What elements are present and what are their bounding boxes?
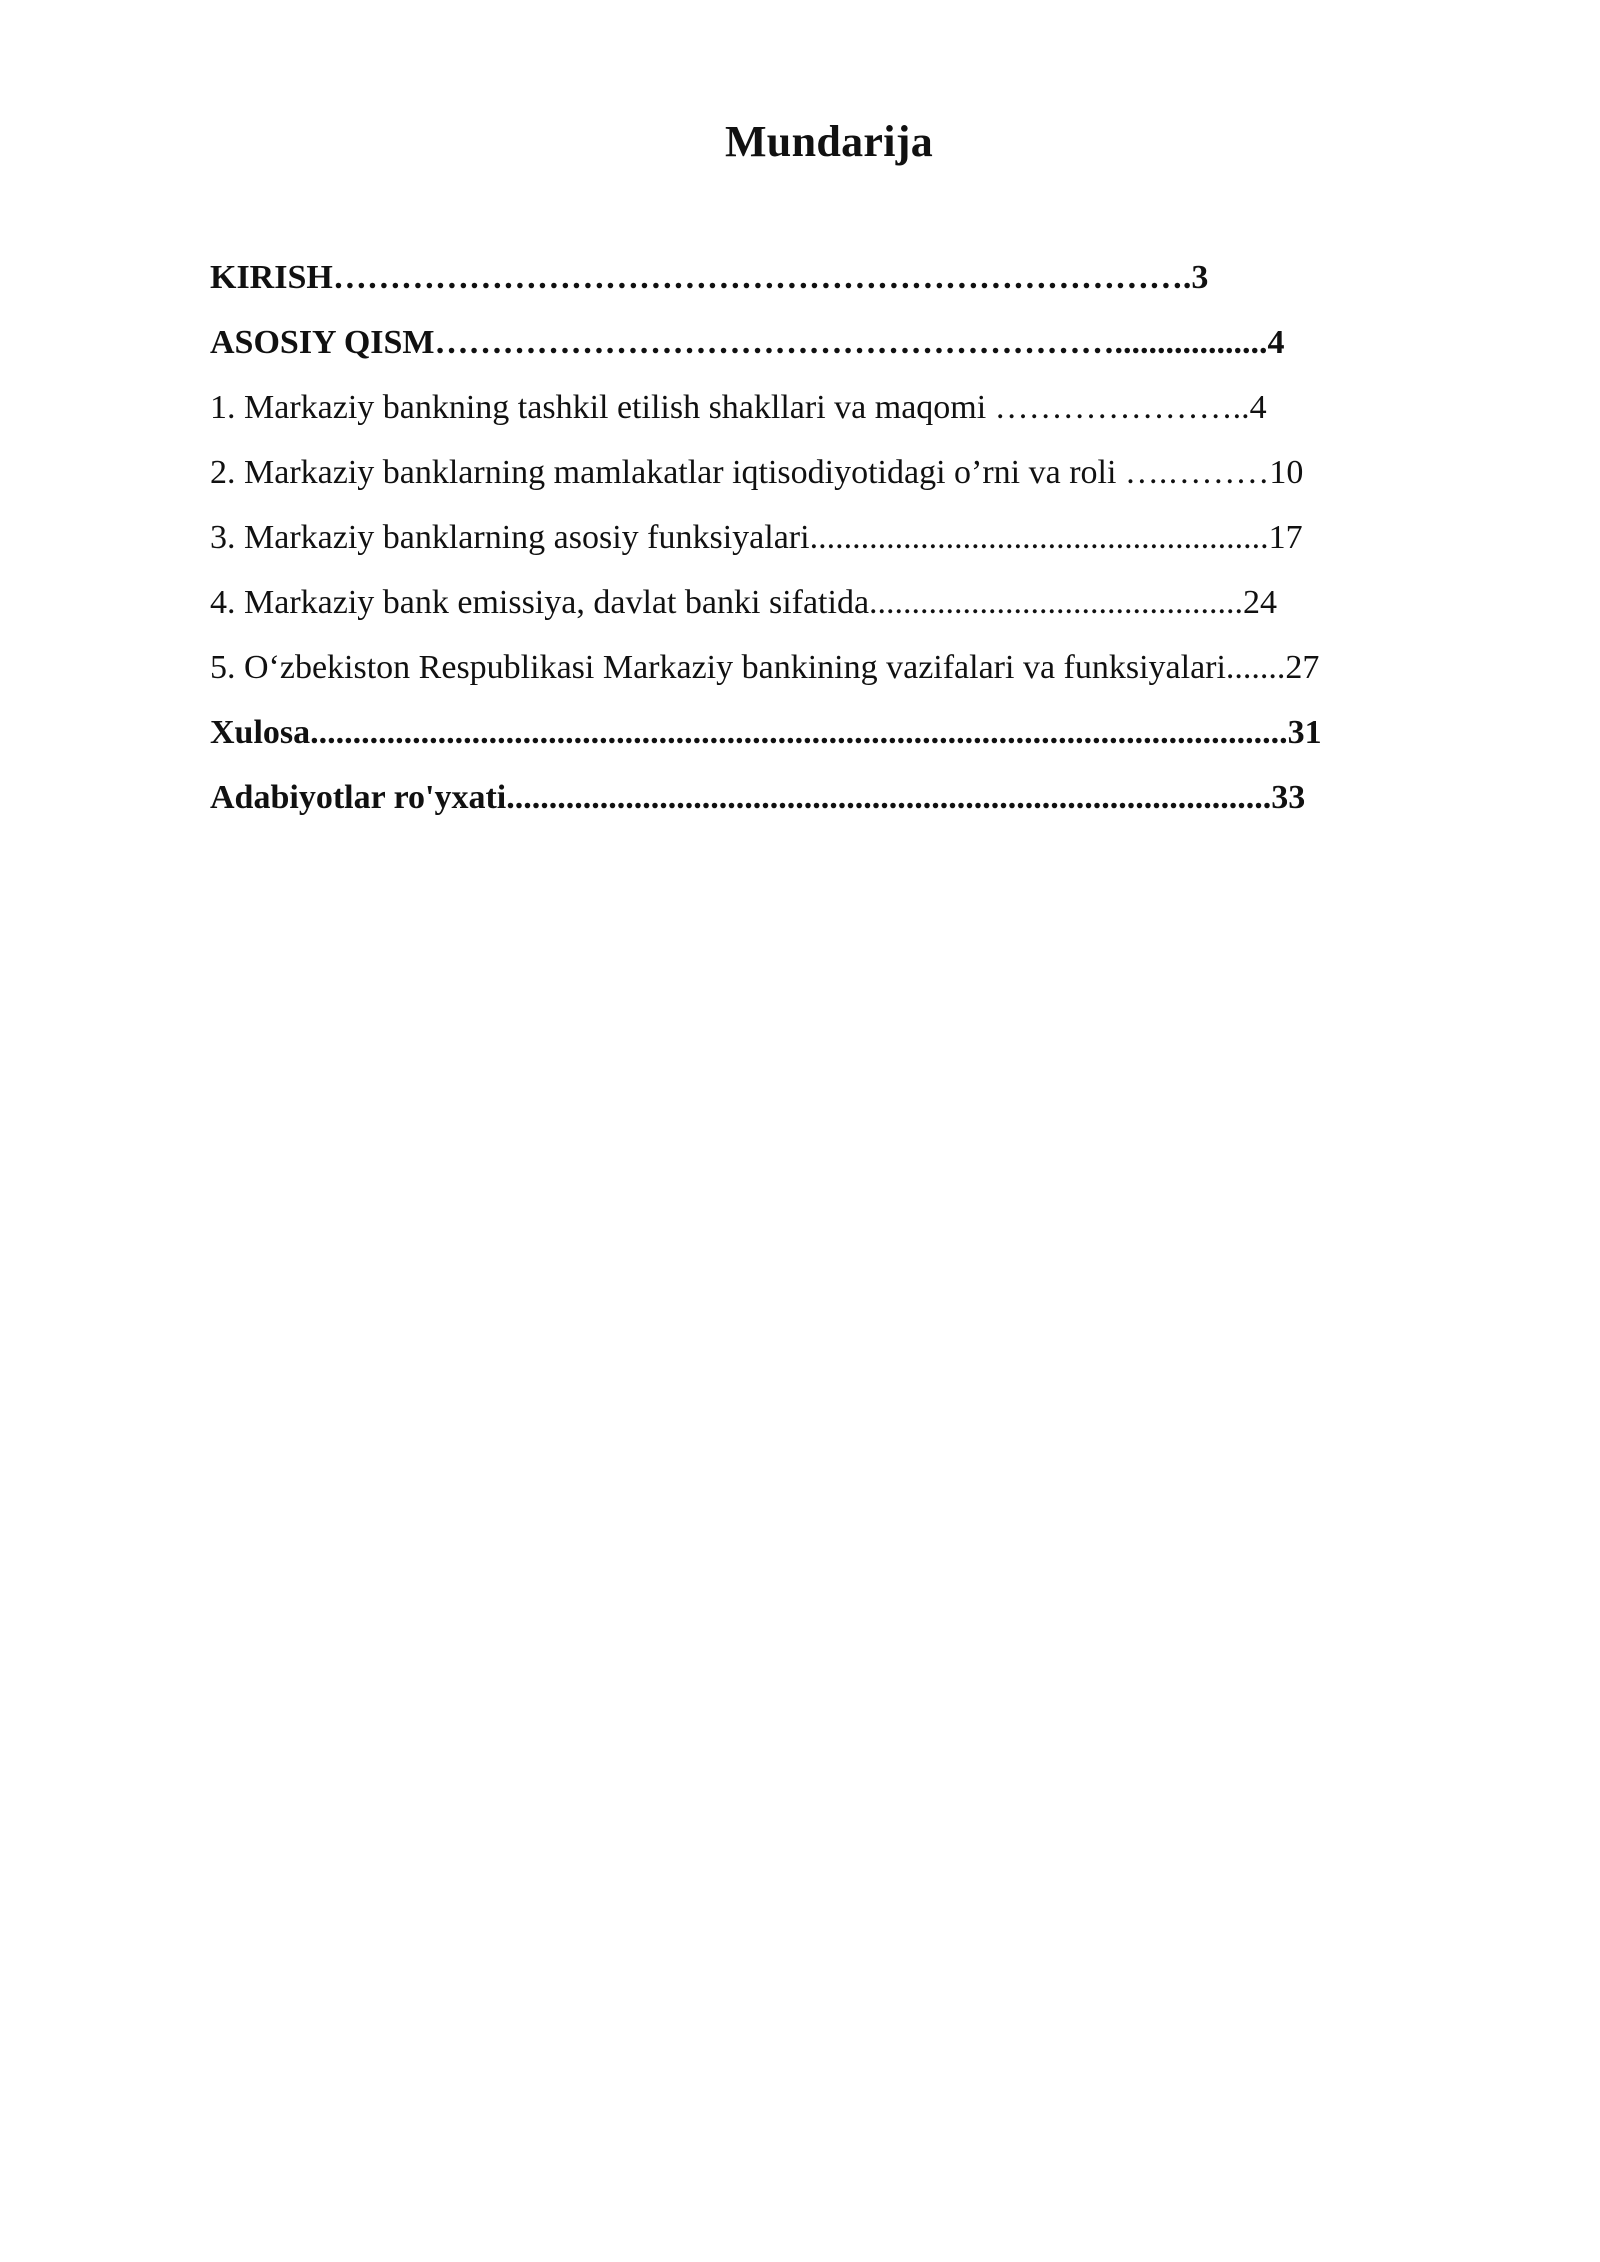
toc-entry-5: 5. O‘zbekiston Respublikasi Markaziy bankining vazifalari va funksiyalari.......27 (210, 649, 1320, 686)
toc-entry-xulosa: Xulosa...................................................................................................................31 (210, 714, 1322, 751)
toc-entry-kirish: KIRISH………………………………………………………………….3 (210, 259, 1209, 296)
toc-entry-3: 3. Markaziy banklarning asosiy funksiyalari......................................................17 (210, 519, 1303, 556)
toc-entry-4: 4. Markaziy bank emissiya, davlat banki sifatida............................................24 (210, 584, 1278, 621)
page-title: Mundarija (724, 117, 934, 166)
toc-entry-2: 2. Markaziy banklarning mamlakatlar iqtisodiyotidagi o’rni va roli ….………10 (210, 454, 1304, 491)
toc-entry-adabiyotlar: Adabiyotlar ro'yxati..........................................................................................33 (210, 779, 1306, 816)
toc-entry-1: 1. Markaziy bankning tashkil etilish shakllari va maqomi …………………..4 (210, 389, 1267, 426)
toc-entry-asosiy-qism: ASOSIY QISM……………………………………………………..................4 (210, 324, 1285, 361)
